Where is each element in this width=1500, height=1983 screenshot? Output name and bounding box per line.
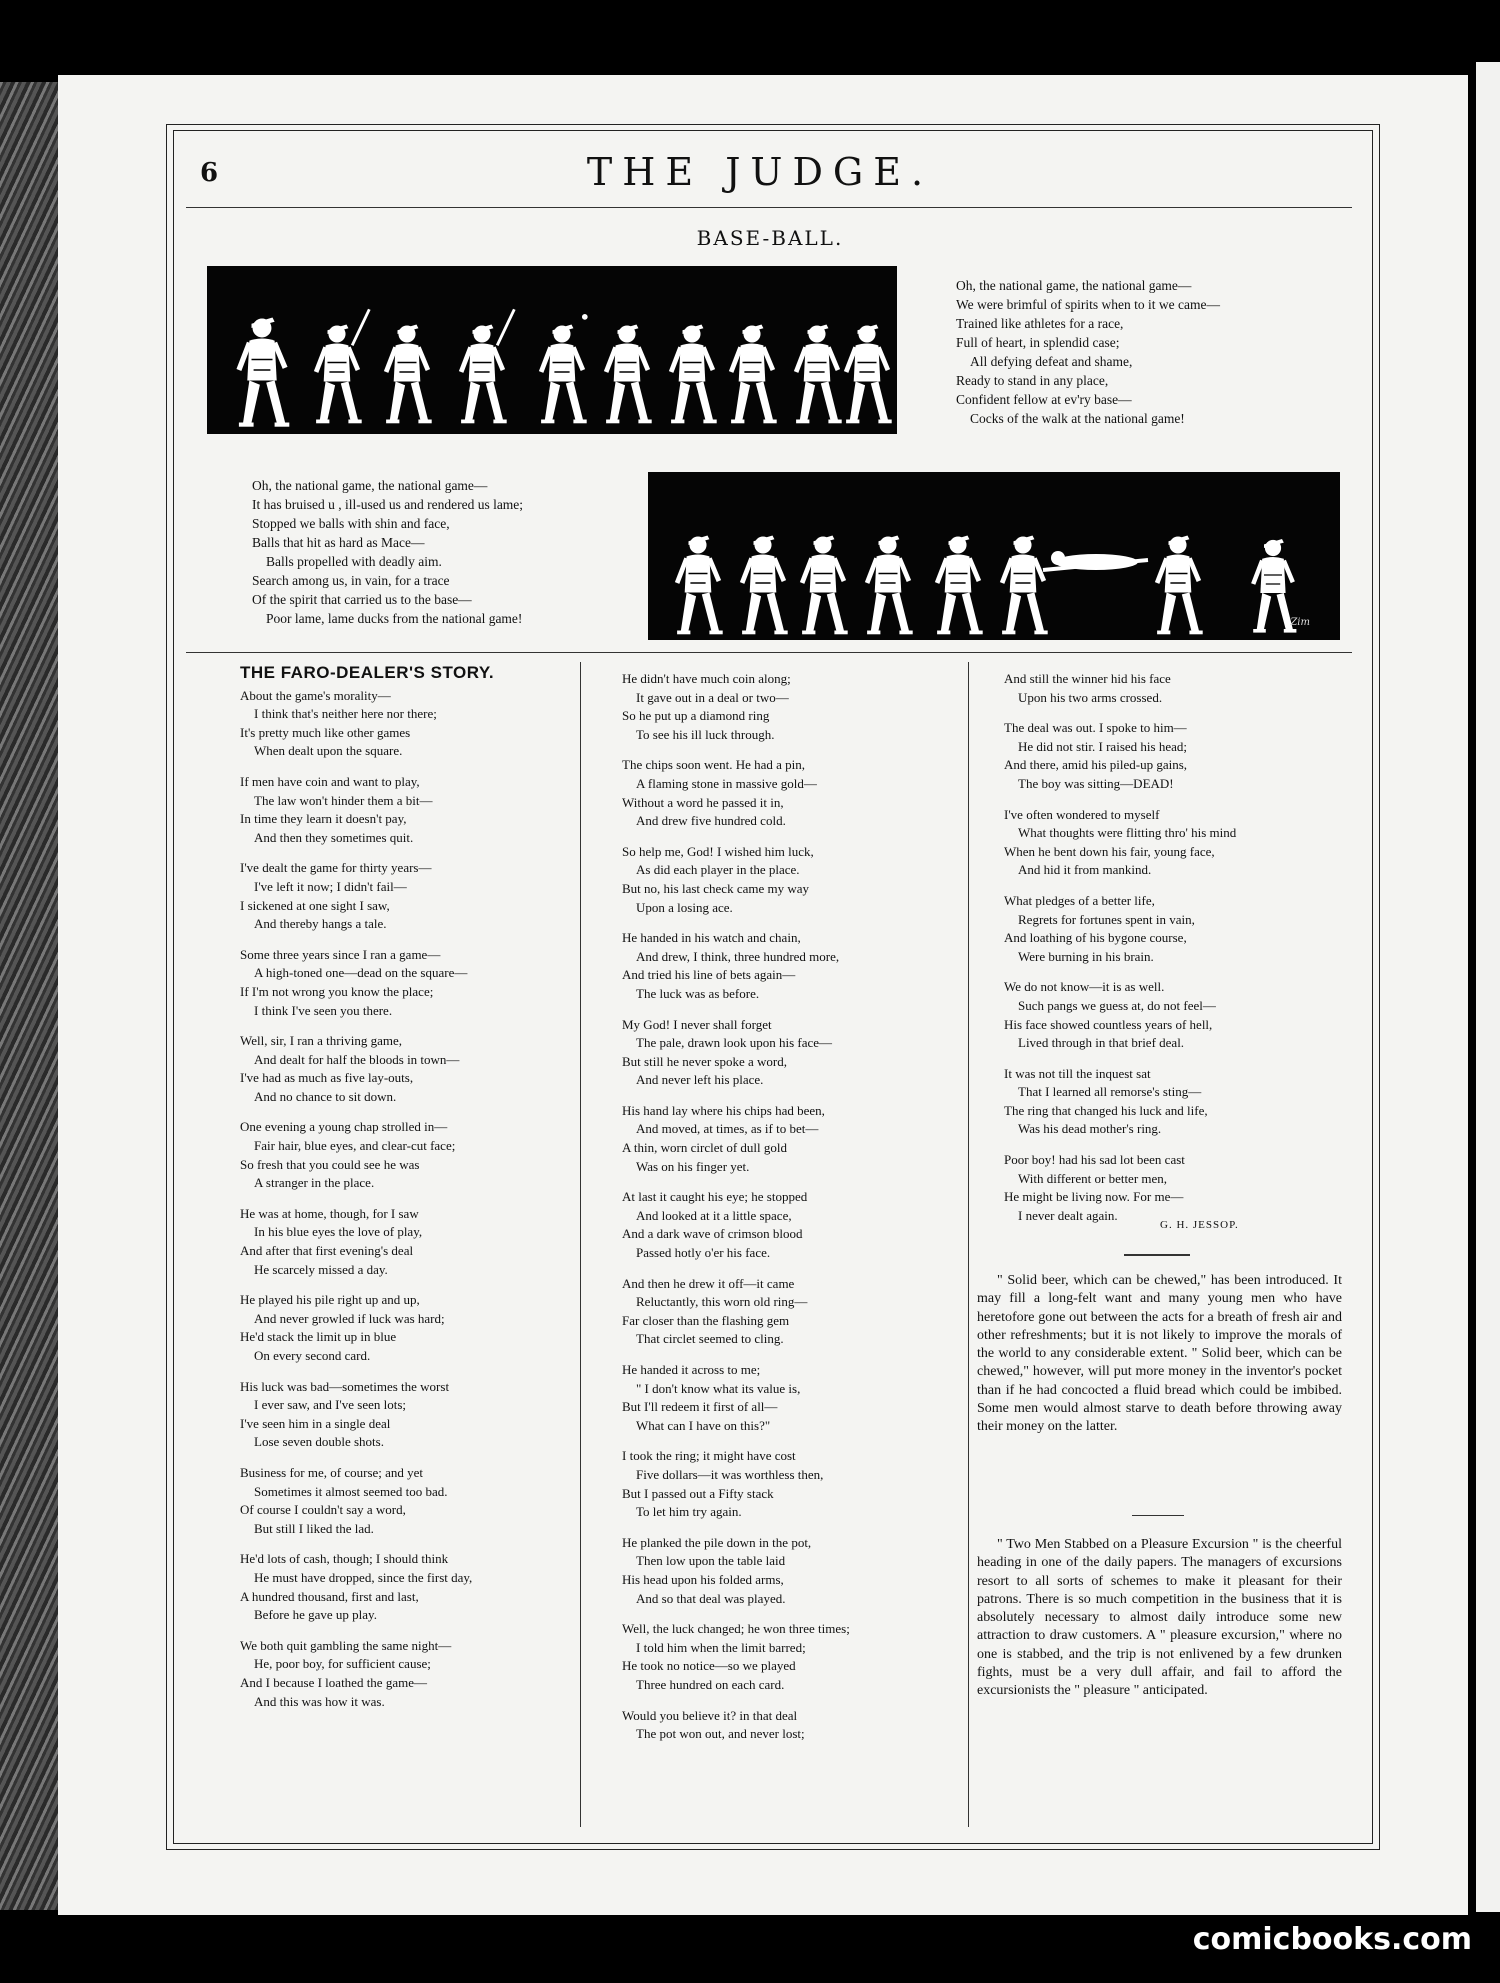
verse-line: My God! I never shall forget [622,1016,772,1032]
verse-line: The luck was as before. [636,985,760,1001]
verse-line: As did each player in the place. [636,862,800,878]
verse-line: And so that deal was played. [636,1590,786,1606]
verse-line: And then they sometimes quit. [254,829,414,845]
stanza [1004,1151,1344,1225]
verse-line: And still the winner hid his face [1004,671,1171,686]
ballplayer-figure [541,314,588,421]
verse-line: What pledges of a better life, [1004,892,1155,908]
verse-line: Such pangs we guess at, do not feel— [1018,997,1216,1013]
verse-line: In time they learn it doesn't pay, [240,811,407,827]
verse-line: He, poor boy, for sufficient cause; [254,1656,431,1672]
verse-line: Upon a losing ace. [636,899,733,915]
verse-line: Reluctantly, this worn old ring— [636,1294,808,1310]
stretcher-drawing [1043,551,1148,570]
column-rule-2 [968,662,969,1827]
poem-line: All defying defeat and shame, [970,354,1133,369]
stanza [622,1620,952,1694]
editorial-pleasure-excursion: " Two Men Stabbed on a Pleasure Excursion " is the cheerful heading in one of the daily papers. The managers of excursions resort to all sorts of schemes to make it pleasant for their patrons. There is so much competition in the business that it is absolutely necessary to almost daily introduce some new attraction to draw customers. A " pleasure excursion," where no one is stabbed, and the trip is not enlivened by a few drunken fights, must be a very dull affair, and fail to afford the excursionists the " pleasure " anticipated. [977,1537,1342,1699]
verse-line: I think I've seen you there. [254,1002,393,1018]
stanza [240,1637,570,1711]
poem-line: Of the spirit that carried us to the base— [252,592,472,607]
verse-line: Lose seven double shots. [254,1434,384,1450]
verse-line: The pale, drawn look upon his face— [636,1035,833,1051]
stanza [622,929,952,1003]
verse-line: He scarcely missed a day. [254,1261,388,1277]
verse-line: So help me, God! I wished him luck, [622,843,814,859]
verse-line: He didn't have much coin along; [622,671,791,686]
divider [1132,1515,1184,1516]
ballplayer-figure [867,536,913,633]
verse-line: On every second card. [254,1348,371,1363]
stanza [622,1447,952,1521]
verse-line: If men have coin and want to play, [240,773,420,789]
baseball-title: BASE-BALL. [696,226,844,250]
verse-line: Was on his finger yet. [636,1158,750,1174]
verse-line: Passed hotly o'er his face. [636,1245,771,1261]
verse-line: He must have dropped, since the first day, [254,1569,473,1585]
verse-line: So fresh that you could see he was [240,1156,420,1172]
stanza [240,1378,570,1452]
verse-line: The chips soon went. He had a pin, [622,757,806,773]
story-column-3 [1004,670,1344,1237]
verse-line: And moved, at times, as if to bet— [636,1121,819,1137]
verse-line: What thoughts were flitting thro' his mind [1018,825,1237,841]
verse-line: And drew five hundred cold. [636,813,786,829]
verse-line: It's pretty much like other games [240,724,411,740]
verse-line: I've dealt the game for thirty years— [240,860,432,876]
verse-line: Were burning in his brain. [1018,948,1154,964]
baseball-stanza-1 [956,276,1220,428]
verse-line: Far closer than the flashing gem [622,1312,790,1328]
editorial-solid-beer: " Solid beer, which can be chewed," has been introduced. It may fill a long-felt want and many young men who have heretofore gone out between the acts for a breath of fresh air and other refreshments; but it is not likely to improve the morals of the world to any considerable extent. " Solid beer, which can be chewed," however, will put more money in the inventor's pocket than if he had concocted a fluid bread which could be imbibed. Some men would almost starve to death before throwing away their money on the latter. [977,1273,1342,1435]
verse-line: And dealt for half the bloods in town— [254,1051,460,1067]
poem-line: Balls propelled with deadly aim. [266,554,442,569]
poem-line: Stopped we balls with shin and face, [252,516,450,531]
verse-line: We do not know—it is as well. [1004,979,1165,995]
story-column-1 [240,664,570,1723]
verse-line: He handed it across to me; [622,1362,761,1377]
ballplayer-figure [606,325,652,422]
verse-line: But still he never spoke a word, [622,1053,787,1069]
verse-line: But I'll redeem it first of all— [622,1399,778,1415]
poem-line: Trained like athletes for a race, [956,316,1124,331]
stanza [1004,670,1344,707]
verse-line: But still I liked the lad. [254,1520,374,1536]
stanza [240,1032,570,1106]
verse-line: That I learned all remorse's sting— [1018,1084,1202,1100]
verse-line: Sometimes it almost seemed too bad. [254,1483,448,1499]
verse-line: So he put up a diamond ring [622,708,770,724]
stanza [240,1550,570,1624]
verse-line: I ever saw, and I've seen lots; [254,1397,407,1413]
verse-line: His luck was bad—sometimes the worst [240,1378,450,1394]
verse-line: He did not stir. I raised his head; [1018,738,1187,754]
ballplayer-figure [1157,536,1203,633]
ballplayer-figure [742,536,788,633]
baseball-illustration-top [207,266,897,434]
verse-line: Without a word he passed it in, [622,794,784,810]
stanza [240,1291,570,1365]
verse-line: He'd lots of cash, though; I should think [240,1551,449,1567]
poem-line: Balls that hit as hard as Mace— [252,535,425,550]
verse-line: But no, his last check came my way [622,880,810,896]
column-rule-1 [580,662,581,1827]
verse-line: If I'm not wrong you know the place; [240,983,434,999]
verse-line: He played his pile right up and up, [240,1292,420,1308]
poem-line: Ready to stand in any place, [956,373,1109,388]
players-parade-drawing [207,266,897,434]
section-rule [186,652,1352,653]
verse-line: His face showed countless years of hell, [1004,1016,1213,1032]
verse-line: Fair hair, blue eyes, and clear-cut face; [254,1138,456,1154]
stanza [622,1188,952,1262]
ballplayer-figure [802,536,848,633]
verse-line: And after that first evening's deal [240,1243,414,1259]
verse-line: And then he drew it off—it came [622,1275,795,1291]
verse-line: He was at home, though, for I saw [240,1205,419,1221]
baseball-stanza-2 [252,476,523,628]
verse-line: Upon his two arms crossed. [1018,689,1163,705]
verse-line: He might be living now. For me— [1004,1189,1184,1205]
stanza [622,1102,952,1176]
verse-line: Regrets for fortunes spent in vain, [1018,911,1195,927]
verse-line: And never left his place. [636,1072,764,1088]
next-page-edge [1476,62,1500,1912]
ballplayer-figure [239,318,289,425]
stanza [1004,1065,1344,1139]
verse-line: Some three years since I ran a game— [240,946,441,962]
verse-line: I took the ring; it might have cost [622,1448,796,1464]
author-signature: G. H. JESSOP. [1160,1219,1239,1231]
stanza [240,859,570,933]
verse-line: Three hundred on each card. [636,1676,785,1692]
poem-line: Oh, the national game, the national game— [956,278,1192,293]
verse-line: We both quit gambling the same night— [240,1637,452,1653]
verse-line: Poor boy! had his sad lot been cast [1004,1152,1185,1168]
ballplayer-figure [386,325,432,422]
verse-line: He planked the pile down in the pot, [622,1534,812,1550]
verse-line: I've left it now; I didn't fail— [254,878,407,894]
verse-line: His hand lay where his chips had been, [622,1102,825,1118]
verse-line: And hid it from mankind. [1018,862,1152,878]
stanza [622,756,952,830]
verse-line: In his blue eyes the love of play, [254,1224,423,1240]
verse-line: Five dollars—it was worthless then, [636,1466,824,1482]
verse-line: When dealt upon the square. [254,743,403,759]
verse-line: At last it caught his eye; he stopped [622,1189,808,1205]
stanza [1004,978,1344,1052]
verse-line: And I because I loathed the game— [240,1674,427,1690]
verse-line: Before he gave up play. [254,1607,377,1623]
verse-line: The deal was out. I spoke to him— [1004,720,1187,736]
ballplayer-figure [796,325,842,422]
verse-line: What can I have on this?" [636,1417,771,1433]
verse-line: The law won't hinder them a bit— [254,792,433,808]
ballplayer-figure [677,536,723,633]
verse-line: Lived through in that brief deal. [1018,1035,1185,1051]
verse-line: One evening a young chap strolled in— [240,1119,448,1135]
stanza [622,1016,952,1090]
verse-line: The boy was sitting—DEAD! [1018,775,1174,791]
poem-line: We were brimful of spirits when to it we came— [956,297,1220,312]
story-column-2 [622,670,952,1756]
poem-line: Confident fellow at ev'ry base— [956,392,1132,407]
verse-line: And loathing of his bygone course, [1004,930,1187,946]
verse-line: He'd stack the limit up in blue [240,1329,397,1345]
verse-line: I think that's neither here nor there; [254,706,437,722]
stanza [240,946,570,1020]
verse-line: When he bent down his fair, young face, [1004,843,1215,859]
artist-signature: Zim [1290,617,1310,628]
stanza [1004,806,1344,880]
verse-line: I never dealt again. [1018,1207,1118,1223]
verse-line: With different or better men, [1018,1170,1168,1186]
stanza [622,843,952,917]
ballplayer-figure [731,325,777,422]
verse-line: Would you believe it? in that deal [622,1707,798,1723]
verse-line: The ring that changed his luck and life, [1004,1102,1208,1118]
verse-line: And never growled if luck was hard; [254,1310,445,1326]
verse-line: Was his dead mother's ring. [1018,1121,1162,1137]
stanza [1004,892,1344,966]
masthead-rule [186,207,1352,208]
stanza [240,687,570,761]
verse-line: And a dark wave of crimson blood [622,1226,803,1242]
stanza [1004,719,1344,793]
story-title: THE FARO-DEALER'S STORY. [240,663,495,682]
verse-line: Then low upon the table laid [636,1553,786,1569]
poem-line: Full of heart, in splendid case; [956,335,1120,350]
verse-line: To let him try again. [636,1504,742,1520]
verse-line: That circlet seemed to cling. [636,1331,784,1347]
divider-bold [1124,1254,1190,1256]
ballplayer-figure [316,309,369,421]
poem-line: Poor lame, lame ducks from the national game! [266,611,523,626]
verse-line: And this was how it was. [254,1693,385,1709]
ballplayer-figure [846,325,892,422]
verse-line: And looked at it a little space, [636,1207,792,1223]
verse-line: It gave out in a deal or two— [636,689,789,705]
stanza [622,670,952,744]
verse-line: About the game's morality— [240,687,391,703]
verse-line: He took no notice—so we played [622,1658,796,1674]
verse-line: It was not till the inquest sat [1004,1065,1151,1081]
verse-line: And no chance to sit down. [254,1088,397,1104]
verse-line: Well, sir, I ran a thriving game, [240,1033,402,1049]
stanza [622,1707,952,1744]
stanza [622,1361,952,1435]
stanza [622,1275,952,1349]
verse-line: Of course I couldn't say a word, [240,1502,406,1518]
verse-line: I've seen him in a single deal [240,1415,391,1431]
page-number: 6 [200,158,219,188]
verse-line: He handed in his watch and chain, [622,930,801,946]
stanza [240,1118,570,1192]
poem-line: Oh, the national game, the national game— [252,478,488,493]
ballplayer-figure [461,309,514,421]
verse-line: A high-toned one—dead on the square— [254,965,468,981]
ballplayer-figure [937,536,983,633]
stanza [240,1464,570,1538]
verse-line: I sickened at one sight I saw, [240,897,390,913]
verse-line: And drew, I think, three hundred more, [636,948,840,964]
stanza [240,1205,570,1279]
verse-line: I've often wondered to myself [1004,806,1160,822]
baseball-illustration-bottom [648,472,1340,640]
verse-line: The pot won out, and never lost; [636,1726,805,1742]
ballplayer-figure [1002,536,1048,633]
verse-line: And thereby hangs a tale. [254,916,387,932]
verse-line: " I don't know what its value is, [636,1380,801,1396]
verse-line: A flaming stone in massive gold— [636,775,817,791]
book-edge-marbling [0,82,60,1910]
verse-line: And tried his line of bets again— [622,967,796,983]
injured-players-drawing [648,472,1340,640]
stanza [622,1534,952,1608]
verse-line: And there, amid his piled-up gains, [1004,757,1188,773]
verse-line: A stranger in the place. [254,1175,375,1191]
verse-line: Well, the luck changed; he won three times; [622,1621,850,1637]
poem-line: It has bruised u , ill-used us and rendered us lame; [252,497,524,512]
verse-line: I've had as much as five lay-outs, [240,1070,414,1086]
poem-line: Cocks of the walk at the national game! [970,411,1185,426]
verse-line: To see his ill luck through. [636,726,775,742]
verse-line: A hundred thousand, first and last, [240,1588,419,1604]
masthead-title: THE JUDGE. [586,150,934,194]
verse-line: His head upon his folded arms, [622,1571,784,1587]
verse-line: A thin, worn circlet of dull gold [622,1140,788,1156]
verse-line: But I passed out a Fifty stack [622,1485,774,1501]
ballplayer-figure [671,325,717,422]
watermark: comicbooks.com [1192,1922,1472,1957]
stanza [240,773,570,847]
verse-line: I told him when the limit barred; [636,1639,806,1655]
verse-line: Business for me, of course; and yet [240,1464,424,1480]
poem-line: Search among us, in vain, for a trace [252,573,450,588]
